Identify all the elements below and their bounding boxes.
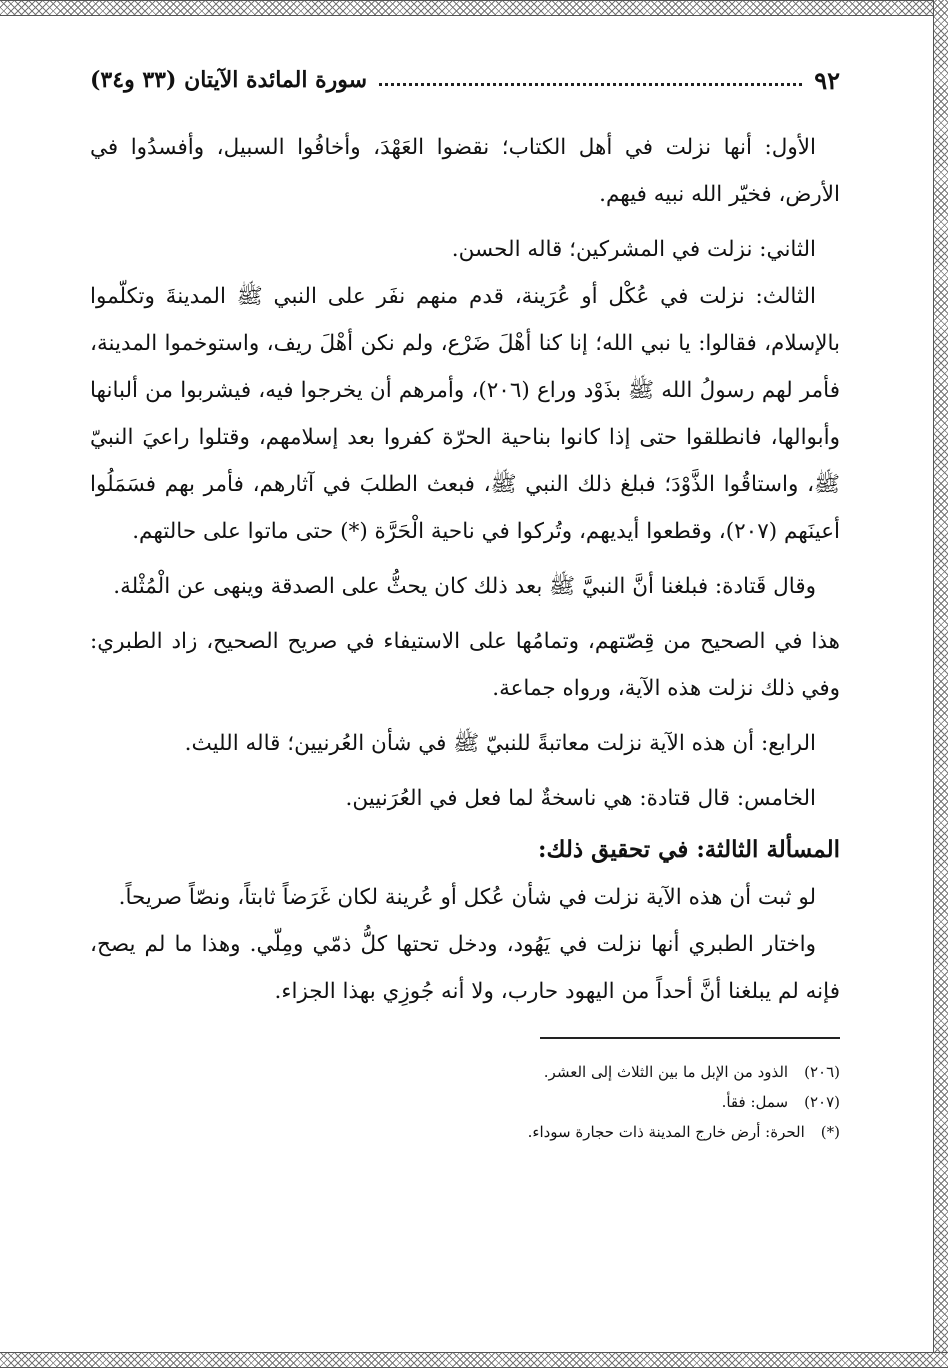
- header-title: سورة المائدة الآيتان (٣٣ و٣٤): [90, 67, 368, 93]
- page-content: [90, 60, 840, 1147]
- footnote-separator: [540, 1037, 840, 1039]
- page-number: ٩٢: [814, 65, 840, 95]
- paragraph-tabari: واختار الطبري أنها نزلت في يَهُود، ودخل تحتها كلُّ ذمّي ومِلّي. وهذا ما لم يصح، فإنه لم يبلغنا أنَّ أحداً من اليهود حارب، ولا أنه جُوزِي بهذا الجزاء.: [90, 932, 840, 1004]
- decorative-border-bottom: [0, 1352, 948, 1368]
- paragraph-fifth: الخامس: قال قتادة: هي ناسخةٌ لما فعل في العُرَنيين.: [345, 786, 816, 811]
- decorative-border-top: [0, 0, 948, 16]
- footnote-number: (٢٠٧): [804, 1093, 840, 1111]
- footnote-text: سمل: فقأ.: [721, 1093, 789, 1111]
- footnote-number: (*): [820, 1123, 840, 1141]
- paragraph-proof: لو ثبت أن هذه الآية نزلت في شأن عُكل أو عُرينة لكان غَرَضاً ثابتاً، ونصّاً صريحاً.: [118, 885, 816, 910]
- paragraph-sahih: هذا في الصحيح من قِصّتهم، وتمامُها على الاستيفاء في صريح الصحيح، زاد الطبري: وفي ذلك نزلت هذه الآية، ورواه جماعة.: [90, 629, 840, 701]
- header-dot-leader: [379, 83, 802, 86]
- running-header: [90, 60, 840, 100]
- paragraph-qatada: وقال قَتادة: فبلغنا أنَّ النبيَّ ﷺ بعد ذلك كان يحثُّ على الصدقة وينهى عن الْمُثْلة.: [113, 574, 816, 599]
- paragraph-fourth: الرابع: أن هذه الآية نزلت معاتبةً للنبيّ ﷺ في شأن العُرنيين؛ قاله الليث.: [184, 731, 816, 756]
- section-heading: المسألة الثالثة: في تحقيق ذلك:: [538, 836, 840, 863]
- paragraph-second: الثاني: نزلت في المشركين؛ قاله الحسن.: [451, 237, 816, 262]
- footnote: [90, 1117, 840, 1147]
- footnote-text: الذود من الإبل ما بين الثلاث إلى العشر.: [543, 1063, 789, 1081]
- footnote: [90, 1057, 840, 1087]
- footnote-number: (٢٠٦): [804, 1063, 840, 1081]
- footnote: [90, 1087, 840, 1117]
- footnote-text: الحرة: أرض خارج المدينة ذات حجارة سوداء.: [527, 1123, 805, 1141]
- paragraph-third: الثالث: نزلت في عُكْل أو عُرَينة، قدم منهم نفَر على النبي ﷺ المدينةَ وتكلّموا بالإسلام، فقالوا: يا نبي الله؛ إنا كنا أهْلَ ضَرْع، ولم نكن أهْلَ ريف، واستوخموا المدينة، فأمر لهم رسولُ الله ﷺ بذَوْد وراع (٢٠٦)، وأمرهم أن يخرجوا فيه، فيشربوا من ألبانها وأبوالها، فانطلقوا حتى إذا كانوا بناحية الحرّة كفروا بعد إسلامهم، وقتلوا راعيَ النبيّ ﷺ، واستاقُوا الذَّوْدَ؛ فبلغ ذلك النبي ﷺ، فبعث الطلبَ في آثارهم، فأمر بهم فسَمَلُوا أعينَهم (٢٠٧)، وقطعوا أيديهم، وتُركوا في ناحية الْحَرَّة (*) حتى ماتوا على حالتهم.: [90, 284, 841, 544]
- paragraph-first: الأول: أنها نزلت في أهل الكتاب؛ نقضوا العَهْدَ، وأخافُوا السبيل، وأفسدُوا في الأرض، فخيّر الله نبيه فيهم.: [90, 135, 840, 207]
- decorative-border-right: [933, 0, 948, 1368]
